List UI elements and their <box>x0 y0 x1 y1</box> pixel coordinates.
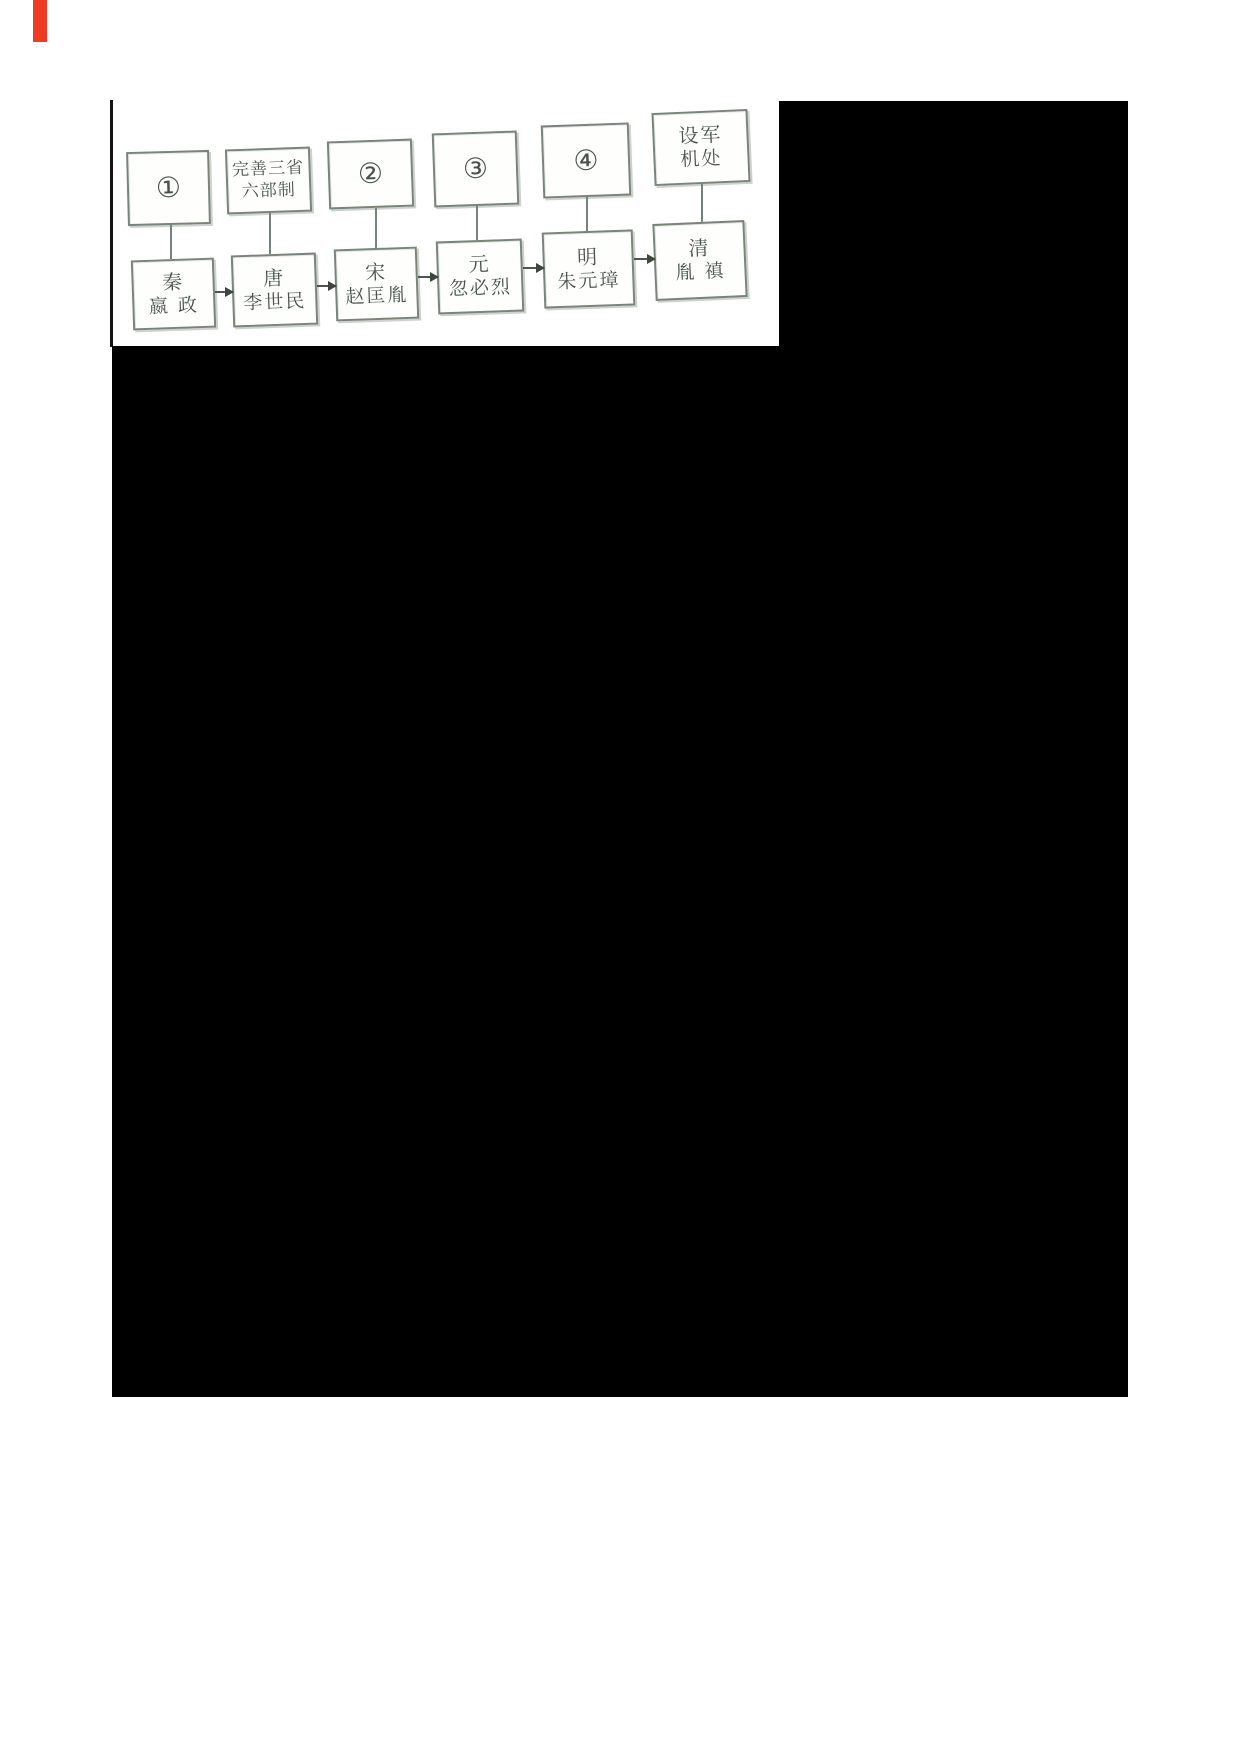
connector-line <box>170 225 172 259</box>
box-label-line2: 机处 <box>680 147 723 172</box>
box-label-line1: 设军 <box>677 122 723 149</box>
red-scan-mark <box>33 0 47 42</box>
box-label-line2: 胤 禛 <box>675 260 726 285</box>
right-arrow-icon <box>215 291 233 293</box>
box-label-line2: 忽必烈 <box>448 276 513 301</box>
flow-box-three-departments <box>225 147 312 215</box>
connector-line <box>375 208 377 248</box>
flow-box-qin-yingzheng <box>131 258 216 331</box>
connector-line <box>701 184 703 222</box>
redaction-block-top-right <box>779 101 1128 347</box>
box-label-line1: 清 <box>687 235 711 261</box>
box-label: ① <box>155 170 182 205</box>
box-label-line1: 宋 <box>364 259 388 285</box>
flow-box-tang-lishimin <box>231 253 318 328</box>
flow-box-grand-council <box>651 109 750 186</box>
box-label: ② <box>357 156 384 191</box>
right-arrow-icon <box>317 285 336 287</box>
right-arrow-icon <box>418 276 438 278</box>
flow-box-circled-2 <box>327 139 414 210</box>
right-arrow-icon <box>634 258 655 260</box>
box-label-line1: 明 <box>576 244 600 270</box>
flow-box-yuan-kublai <box>436 239 524 315</box>
flow-box-circled-4 <box>541 122 631 198</box>
box-label-line2: 六部制 <box>241 179 297 202</box>
flow-box-ming-zhuyuanzhang <box>542 229 636 308</box>
flow-box-circled-3 <box>432 131 520 208</box>
frame-left-border-line <box>110 100 113 347</box>
connector-line <box>586 197 588 231</box>
box-label-line1: 唐 <box>262 265 286 291</box>
box-label-line1: 秦 <box>161 269 185 295</box>
flow-box-song-zhaokuangyin <box>334 247 419 322</box>
redaction-block-main <box>112 346 1128 1397</box>
flow-box-qing-yinzhen <box>652 220 747 301</box>
connector-line <box>269 213 271 254</box>
box-label-line2: 李世民 <box>243 289 307 314</box>
flow-box-circled-1 <box>126 150 211 226</box>
box-label: ③ <box>462 151 489 186</box>
box-label-line2: 赵匡胤 <box>345 283 409 308</box>
box-label-line2: 嬴 政 <box>148 293 200 318</box>
box-label-line1: 完善三省 <box>231 158 305 181</box>
connector-line <box>476 206 478 240</box>
box-label-line1: 元 <box>468 251 491 277</box>
box-label: ④ <box>572 143 600 177</box>
right-arrow-icon <box>523 267 544 269</box>
box-label-line2: 朱元璋 <box>557 268 621 293</box>
